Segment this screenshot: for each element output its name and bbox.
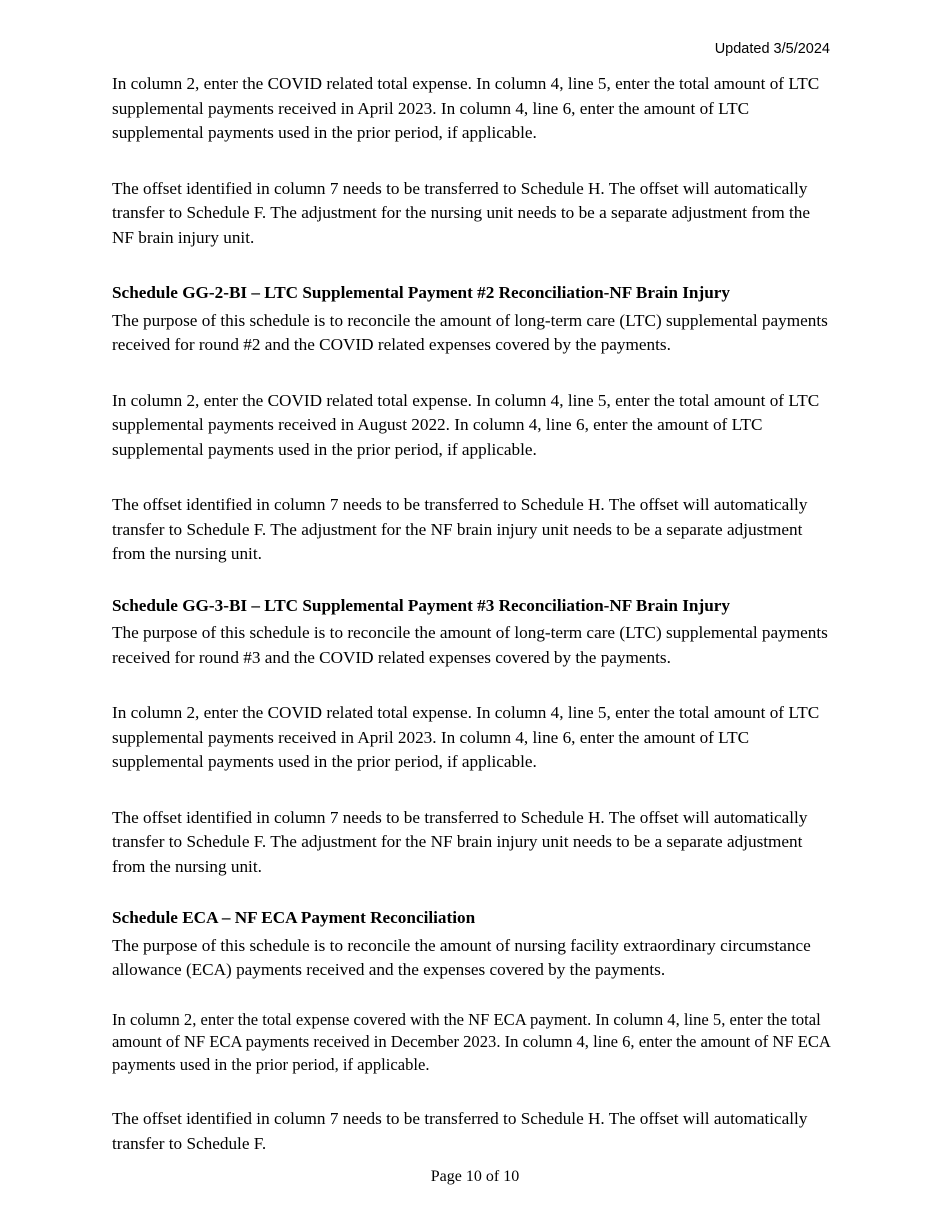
paragraph-purpose: The purpose of this schedule is to reconcile the amount of nursing facility extraordinary circumstance allowance (ECA) payments received and the expenses covered by the payments.	[112, 935, 811, 979]
section-gg-2-bi	[112, 281, 836, 567]
paragraph-purpose: The purpose of this schedule is to reconcile the amount of long-term care (LTC) supplemental payments received for round #2 and the COVID related expenses covered by the payments.	[112, 310, 828, 354]
section-eca	[112, 906, 836, 1156]
document-body	[112, 72, 836, 1156]
paragraph-offset: The offset identified in column 7 needs to be transferred to Schedule H. The offset will automatically transfer to Schedule F.	[112, 1109, 808, 1153]
paragraph-offset: The offset identified in column 7 needs to be transferred to Schedule H. The offset will automatically transfer to Schedule F. The adjustment for the NF brain injury unit needs to be a separate adjustment from the nursing unit.	[112, 495, 808, 563]
page-number: Page 10 of 10	[430, 1168, 520, 1185]
paragraph-column-instructions: In column 2, enter the COVID related total expense. In column 4, line 5, enter the total amount of LTC supplemental payments received in April 2023. In column 4, line 6, enter the amount of LTC supplemental payments used in the prior period, if applicable.	[112, 703, 820, 771]
paragraph-offset: The offset identified in column 7 needs to be transferred to Schedule H. The offset will automatically transfer to Schedule F. The adjustment for the NF brain injury unit needs to be a separate adjustment from the nursing unit.	[112, 807, 808, 876]
section-gg-3-bi	[112, 594, 836, 880]
updated-date: Updated 3/5/2024	[714, 41, 830, 57]
paragraph-purpose: The purpose of this schedule is to reconcile the amount of long-term care (LTC) supplemental payments received for round #3 and the COVID related expenses covered by the payments.	[112, 623, 828, 667]
section-heading: Schedule ECA – NF ECA Payment Reconciliation	[112, 908, 476, 927]
paragraph-column-instructions: In column 2, enter the COVID related total expense. In column 4, line 5, enter the total amount of LTC supplemental payments received in August 2022. In column 4, line 6, enter the amount of LTC supplemental payments used in the prior period, if applicable.	[112, 390, 820, 459]
section-heading: Schedule GG-3-BI – LTC Supplemental Payment #3 Reconciliation-NF Brain Injury	[112, 595, 730, 615]
paragraph-gg1-offset: The offset identified in column 7 needs to be transferred to Schedule H. The offset will automatically transfer to Schedule F. The adjustment for the nursing unit needs to be a separate adjustment from the NF brain injury unit.	[112, 178, 811, 247]
section-heading: Schedule GG-2-BI – LTC Supplemental Payment #2 Reconciliation-NF Brain Injury	[112, 283, 730, 302]
paragraph-gg1-column-instructions: In column 2, enter the COVID related total expense. In column 4, line 5, enter the total amount of LTC supplemental payments received in April 2023. In column 4, line 6, enter the amount of LTC supplemental payments used in the prior period, if applicable.	[112, 74, 820, 142]
paragraph-column-instructions: In column 2, enter the total expense covered with the NF ECA payment. In column 4, line 5, enter the total amount of NF ECA payments received in December 2023. In column 4, line 6, enter the amount of NF ECA payments used in the prior period, if applicable.	[112, 1009, 830, 1074]
